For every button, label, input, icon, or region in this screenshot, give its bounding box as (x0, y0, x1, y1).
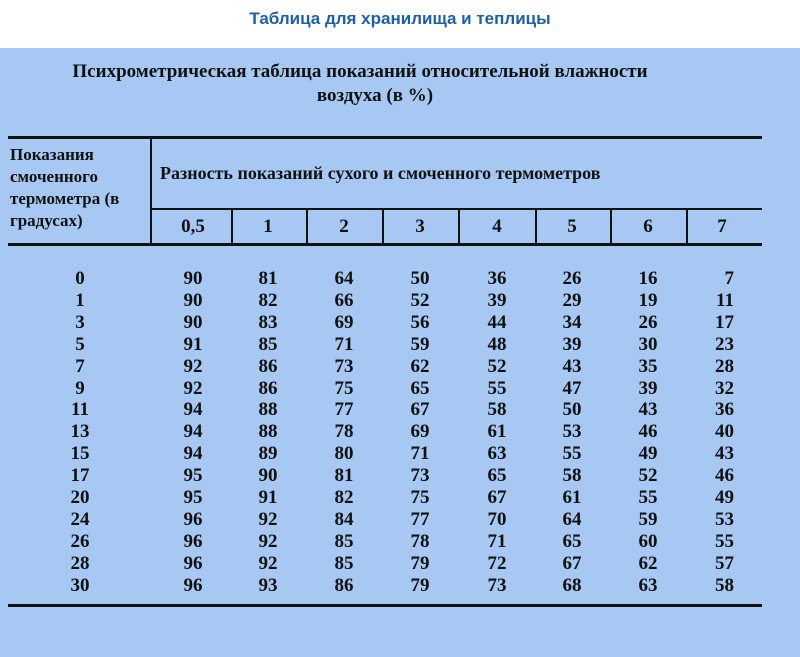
humidity-cell: 28 (715, 355, 734, 377)
humidity-cell: 78 (410, 530, 430, 552)
humidity-cell: 90 (183, 311, 203, 333)
humidity-cell: 55 (487, 377, 507, 399)
humidity-cell: 94 (183, 443, 203, 465)
humidity-cell: 58 (562, 465, 582, 487)
humidity-cell: 79 (410, 552, 430, 574)
humidity-cell: 85 (334, 530, 354, 552)
humidity-cell: 62 (638, 552, 658, 574)
col-divider (306, 209, 308, 244)
humidity-cell: 69 (334, 311, 354, 333)
humidity-cell: 71 (410, 443, 430, 465)
humidity-cell: 86 (334, 574, 354, 596)
col-divider (382, 209, 384, 244)
humidity-cell: 75 (410, 487, 430, 508)
humidity-cell: 95 (183, 487, 203, 508)
humidity-cell: 91 (258, 487, 278, 508)
humidity-cell: 90 (183, 268, 203, 289)
humidity-cell: 63 (638, 574, 658, 596)
humidity-cell: 86 (258, 377, 278, 399)
humidity-cell: 50 (410, 268, 430, 289)
humidity-cell: 82 (334, 487, 354, 508)
humidity-cell: 67 (562, 552, 582, 574)
humidity-cell: 65 (562, 530, 582, 552)
humidity-cell: 43 (638, 399, 658, 421)
humidity-cell: 85 (258, 333, 278, 355)
page-title: Таблица для хранилища и теплицы (249, 9, 551, 28)
humidity-cell: 93 (258, 574, 278, 596)
table-title (0, 60, 720, 108)
humidity-cell: 65 (410, 377, 430, 399)
wet-temp-cell: 15 (70, 443, 90, 465)
wet-temp-cell: 11 (71, 399, 89, 421)
humidity-cell: 53 (562, 421, 582, 443)
header-bottom-rule (8, 243, 762, 246)
humidity-cell: 94 (183, 399, 203, 421)
humidity-cell: 92 (258, 530, 278, 552)
humidity-cell: 77 (410, 508, 430, 530)
humidity-cell: 80 (334, 443, 354, 465)
humidity-cell: 36 (715, 399, 734, 421)
humidity-cell: 67 (487, 487, 507, 508)
humidity-cell: 55 (638, 487, 658, 508)
humidity-cell: 52 (487, 355, 507, 377)
col-divider (686, 209, 688, 244)
humidity-cell: 34 (562, 311, 582, 333)
wet-temp-cell: 30 (70, 574, 90, 596)
humidity-cell: 57 (715, 552, 734, 574)
humidity-cell: 39 (562, 333, 582, 355)
col-divider (458, 209, 460, 244)
humidity-cell: 56 (410, 311, 430, 333)
humidity-cell: 59 (638, 508, 658, 530)
column-header: 0,5 (181, 216, 205, 237)
column-header: 7 (717, 216, 727, 237)
humidity-cell: 23 (715, 333, 734, 355)
humidity-cell: 47 (562, 377, 582, 399)
humidity-cell: 40 (715, 421, 734, 443)
humidity-cell: 92 (258, 552, 278, 574)
humidity-cell: 59 (410, 333, 430, 355)
humidity-cell: 94 (183, 421, 203, 443)
humidity-cell: 64 (334, 268, 354, 289)
wet-temp-cell: 5 (75, 333, 85, 355)
humidity-cell: 52 (410, 289, 430, 311)
humidity-cell: 92 (183, 377, 203, 399)
table-title-line1: Психрометрическая таблица показаний относительной влажности (72, 61, 648, 82)
humidity-cell: 61 (487, 421, 507, 443)
humidity-cell: 73 (334, 355, 354, 377)
humidity-cell: 64 (562, 508, 582, 530)
humidity-cell: 71 (487, 530, 507, 552)
humidity-cell: 68 (562, 574, 582, 596)
humidity-cell: 73 (410, 465, 430, 487)
humidity-cell: 73 (487, 574, 507, 596)
wet-temp-cell: 24 (70, 508, 90, 530)
humidity-cell: 36 (487, 268, 507, 289)
wet-temp-cell: 9 (75, 377, 85, 399)
humidity-cell: 88 (258, 399, 278, 421)
humidity-cell: 60 (638, 530, 658, 552)
humidity-cell: 81 (334, 465, 354, 487)
humidity-cell: 39 (638, 377, 658, 399)
humidity-cell: 90 (183, 289, 203, 311)
humidity-cell: 63 (487, 443, 507, 465)
humidity-cell: 43 (715, 443, 734, 465)
humidity-cell: 77 (334, 399, 354, 421)
humidity-cell: 55 (562, 443, 582, 465)
wet-temp-cell: 3 (75, 311, 85, 333)
humidity-cell: 83 (258, 311, 278, 333)
subheader-rule (150, 208, 762, 210)
humidity-cell: 79 (410, 574, 430, 596)
humidity-cell: 11 (716, 289, 734, 311)
column-header: 1 (263, 216, 273, 237)
humidity-cell: 75 (334, 377, 354, 399)
humidity-cell: 46 (715, 465, 734, 487)
wet-temp-cell: 0 (75, 268, 85, 289)
humidity-cell: 46 (638, 421, 658, 443)
humidity-cell: 58 (487, 399, 507, 421)
bottom-rule (8, 604, 762, 607)
humidity-cell: 96 (183, 574, 203, 596)
humidity-cell: 69 (410, 421, 430, 443)
humidity-cell: 32 (715, 377, 734, 399)
wet-temp-cell: 17 (70, 465, 90, 487)
humidity-cell: 89 (258, 443, 278, 465)
wet-temp-cell: 28 (70, 552, 90, 574)
humidity-cell: 62 (410, 355, 430, 377)
humidity-cell: 16 (638, 268, 658, 289)
humidity-cell: 19 (638, 289, 658, 311)
humidity-cell: 50 (562, 399, 582, 421)
humidity-cell: 88 (258, 421, 278, 443)
wet-temp-cell: 20 (70, 487, 90, 508)
humidity-cell: 85 (334, 552, 354, 574)
humidity-cell: 70 (487, 508, 507, 530)
humidity-cell: 48 (487, 333, 507, 355)
humidity-cell: 92 (258, 508, 278, 530)
humidity-cell: 29 (562, 289, 582, 311)
column-header: 5 (567, 216, 577, 237)
page-header (0, 0, 800, 48)
humidity-cell: 72 (487, 552, 507, 574)
humidity-cell: 52 (638, 465, 658, 487)
humidity-cell: 81 (258, 268, 278, 289)
humidity-cell: 67 (410, 399, 430, 421)
humidity-cell: 61 (562, 487, 582, 508)
header-divider (150, 136, 152, 244)
humidity-cell: 44 (487, 311, 507, 333)
humidity-cell: 90 (258, 465, 278, 487)
wet-temp-cell: 26 (70, 530, 90, 552)
humidity-cell: 17 (715, 311, 734, 333)
humidity-cell: 71 (334, 333, 354, 355)
wet-thermometer-header: Показания смоченного термометра (в градусах) (10, 145, 120, 230)
humidity-cell: 39 (487, 289, 507, 311)
col-divider (535, 209, 537, 244)
top-rule (8, 136, 762, 139)
humidity-cell: 58 (715, 574, 734, 596)
humidity-cell: 30 (638, 333, 658, 355)
column-header: 4 (492, 216, 502, 237)
wet-temp-cell: 7 (75, 355, 85, 377)
humidity-cell: 84 (334, 508, 354, 530)
humidity-cell: 65 (487, 465, 507, 487)
humidity-cell: 26 (638, 311, 658, 333)
humidity-cell: 55 (715, 530, 734, 552)
table-title-line2: воздуха (в %) (316, 85, 434, 106)
humidity-cell: 7 (724, 268, 734, 289)
column-header: 3 (415, 216, 425, 237)
wet-temp-cell: 1 (75, 289, 85, 311)
humidity-cell: 49 (638, 443, 658, 465)
humidity-cell: 96 (183, 552, 203, 574)
column-header: 6 (643, 216, 653, 237)
humidity-cell: 82 (258, 289, 278, 311)
humidity-cell: 96 (183, 530, 203, 552)
col-divider (610, 209, 612, 244)
difference-header: Разность показаний сухого и смоченного термометров (160, 163, 601, 183)
column-header: 2 (339, 216, 349, 237)
humidity-cell: 35 (638, 355, 658, 377)
humidity-cell: 95 (183, 465, 203, 487)
humidity-cell: 91 (183, 333, 203, 355)
humidity-cell: 78 (334, 421, 354, 443)
wet-temp-cell: 13 (70, 421, 90, 443)
col-divider (231, 209, 233, 244)
humidity-cell: 49 (715, 487, 734, 508)
humidity-cell: 43 (562, 355, 582, 377)
humidity-cell: 92 (183, 355, 203, 377)
humidity-cell: 53 (715, 508, 734, 530)
humidity-cell: 96 (183, 508, 203, 530)
humidity-cell: 26 (562, 268, 582, 289)
humidity-cell: 66 (334, 289, 354, 311)
humidity-cell: 86 (258, 355, 278, 377)
